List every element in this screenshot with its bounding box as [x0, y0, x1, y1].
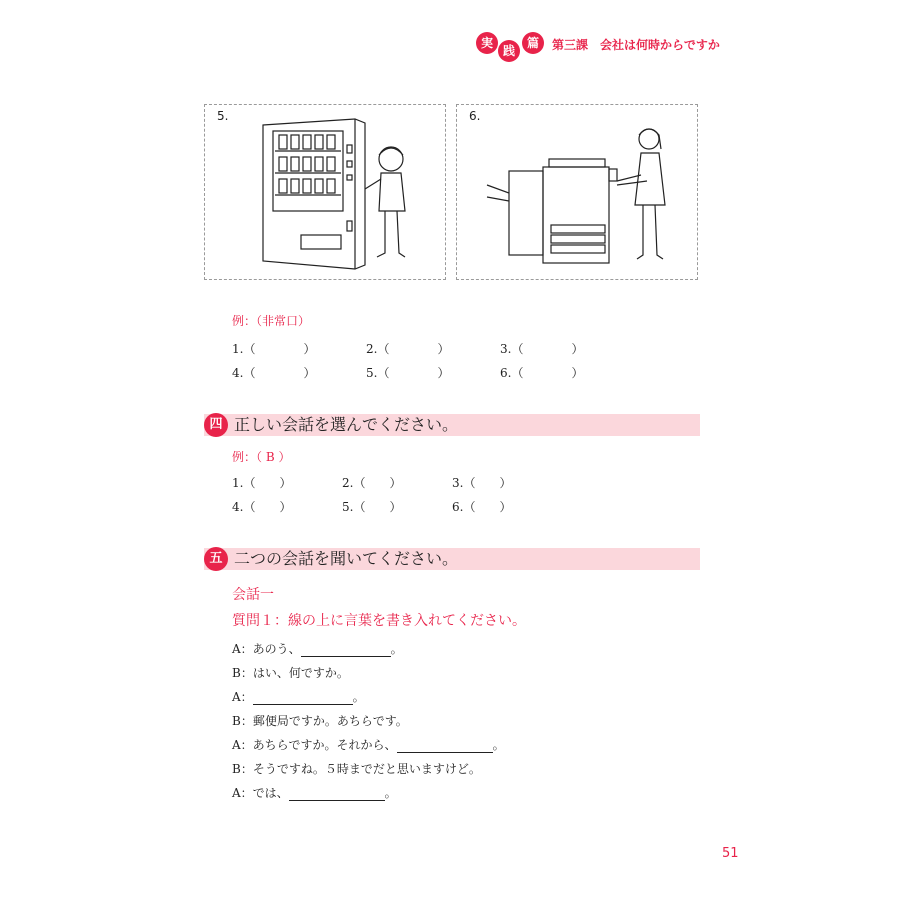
fill-in-blank[interactable]	[289, 788, 385, 801]
dialog-text: B：郵便局ですか。あちらです。	[232, 714, 408, 728]
answer-blank-3[interactable]: 3.（ ）	[452, 476, 512, 490]
logo-char-2: 践	[498, 40, 520, 62]
picture-number: 5.	[217, 109, 229, 123]
section5-header	[204, 548, 700, 570]
answer-blank-1[interactable]: 1.（ ）	[232, 342, 316, 356]
answer-blank-6[interactable]: 6.（ ）	[500, 366, 584, 380]
answer-blank-5[interactable]: 5.（ ）	[342, 500, 402, 514]
fill-in-blank[interactable]	[253, 692, 353, 705]
lesson-title: 第三課 会社は何時からですか	[552, 38, 720, 52]
answer-blank-5[interactable]: 5.（ ）	[366, 366, 450, 380]
dialog-punctuation: 。	[390, 642, 403, 656]
dialog-line	[232, 712, 408, 729]
section5-badge: 五	[204, 547, 228, 571]
section5-title: 二つの会話を聞いてください。	[234, 549, 459, 568]
answer-blank-4[interactable]: 4.（ ）	[232, 500, 292, 514]
question-instruction: 質問１：線の上に言葉を書き入れてください。	[232, 613, 526, 629]
dialog-text: B：はい、何ですか。	[232, 666, 349, 680]
answer-blank-2[interactable]: 2.（ ）	[366, 342, 450, 356]
page-number: 51	[722, 846, 739, 861]
section4-title: 正しい会話を選んでください。	[234, 415, 459, 434]
answer-blank-1[interactable]: 1.（ ）	[232, 476, 292, 490]
logo-char-3: 篇	[522, 32, 544, 54]
answer-blank-3[interactable]: 3.（ ）	[500, 342, 584, 356]
picture-box-5	[204, 104, 446, 280]
dialog-text: A：	[232, 690, 253, 704]
answer-blank-4[interactable]: 4.（ ）	[232, 366, 316, 380]
dialog-line	[232, 784, 397, 801]
logo-char-1: 実	[476, 32, 498, 54]
vending-machine-illustration	[205, 105, 447, 281]
dialog-text: B：そうですね。５時までだと思いますけど。	[232, 762, 481, 776]
dialog-text: A：では、	[232, 786, 289, 800]
conversation-title: 会話一	[232, 587, 274, 603]
answer-blank-6[interactable]: 6.（ ）	[452, 500, 512, 514]
picture-box-6	[456, 104, 698, 280]
section4-badge: 四	[204, 413, 228, 437]
copy-machine-illustration	[457, 105, 699, 281]
dialog-line	[232, 664, 349, 681]
picture-number: 6.	[469, 109, 481, 123]
dialog-line	[232, 760, 481, 777]
dialog-text: A：あちらですか。それから、	[232, 738, 397, 752]
dialog-punctuation: 。	[384, 786, 397, 800]
section4-header	[204, 414, 700, 436]
dialog-text: A：あのう、	[232, 642, 301, 656]
page-header	[472, 26, 732, 66]
section4-example: 例：（ B ）	[232, 450, 291, 464]
fill-in-blank[interactable]	[301, 644, 391, 657]
series-logo	[472, 26, 552, 66]
dialog-punctuation: 。	[352, 690, 365, 704]
dialog-line	[232, 640, 403, 657]
answer-blank-2[interactable]: 2.（ ）	[342, 476, 402, 490]
dialog-line	[232, 736, 505, 753]
dialog-punctuation: 。	[492, 738, 505, 752]
fill-in-blank[interactable]	[397, 740, 493, 753]
dialog-line	[232, 688, 365, 705]
section3-example: 例：（非常口）	[232, 314, 311, 328]
